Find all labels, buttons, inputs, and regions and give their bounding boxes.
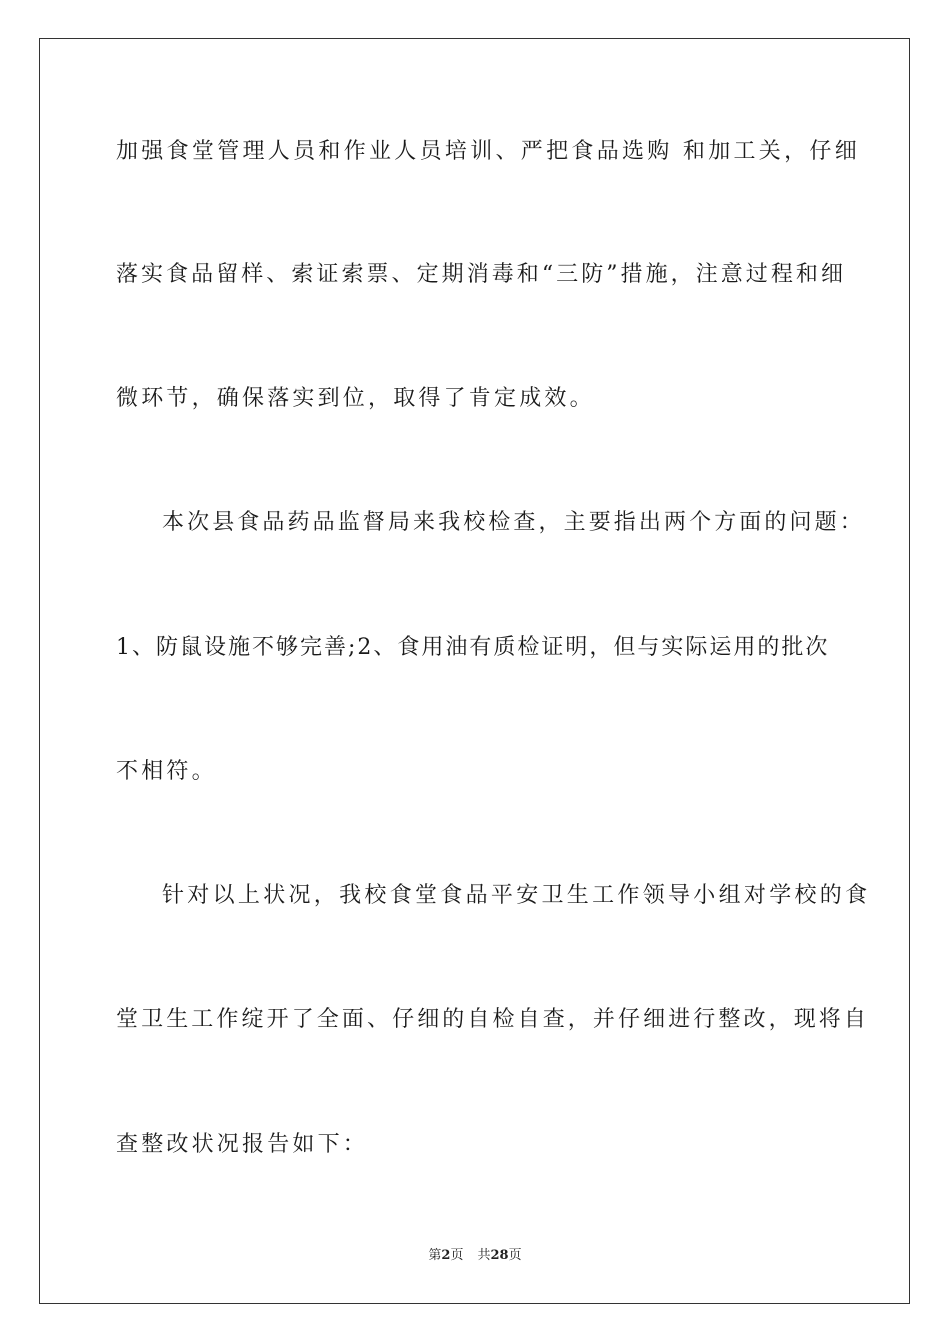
page-border xyxy=(39,38,910,1304)
page-footer xyxy=(0,1247,950,1265)
body-text-line: 查整改状况报告如下： xyxy=(116,1132,369,1157)
paragraph-first-line: 针对以上状况，我校食堂食品平安卫生工作领导小组对学校的食 xyxy=(162,883,871,908)
body-text-line: 堂卫生工作绽开了全面、仔细的自检自查，并仔细进行整改，现将自 xyxy=(116,1007,870,1032)
total-pages: 28 xyxy=(490,1248,509,1263)
body-text-line: 1、防鼠设施不够完善;2、食用油有质检证明，但与实际运用的批次 xyxy=(116,635,830,660)
body-text-line: 微环节，确保落实到位，取得了肯定成效。 xyxy=(116,386,595,411)
total-suffix: 页 xyxy=(508,1248,522,1263)
page-number: 2 xyxy=(441,1248,451,1263)
body-text-line: 落实食品留样、索证索票、定期消毒和“三防”措施，注意过程和细 xyxy=(116,262,846,287)
page-prefix: 第 xyxy=(428,1248,442,1263)
page-suffix: 页 xyxy=(450,1248,464,1263)
body-text-line: 加强食堂管理人员和作业人员培训、严把食品选购 和加工关，仔细 xyxy=(116,139,860,164)
paragraph-first-line: 本次县食品药品监督局来我校检查，主要指出两个方面的问题： xyxy=(162,510,865,535)
body-text-line: 不相符。 xyxy=(116,759,217,784)
total-prefix: 共 xyxy=(477,1248,491,1263)
